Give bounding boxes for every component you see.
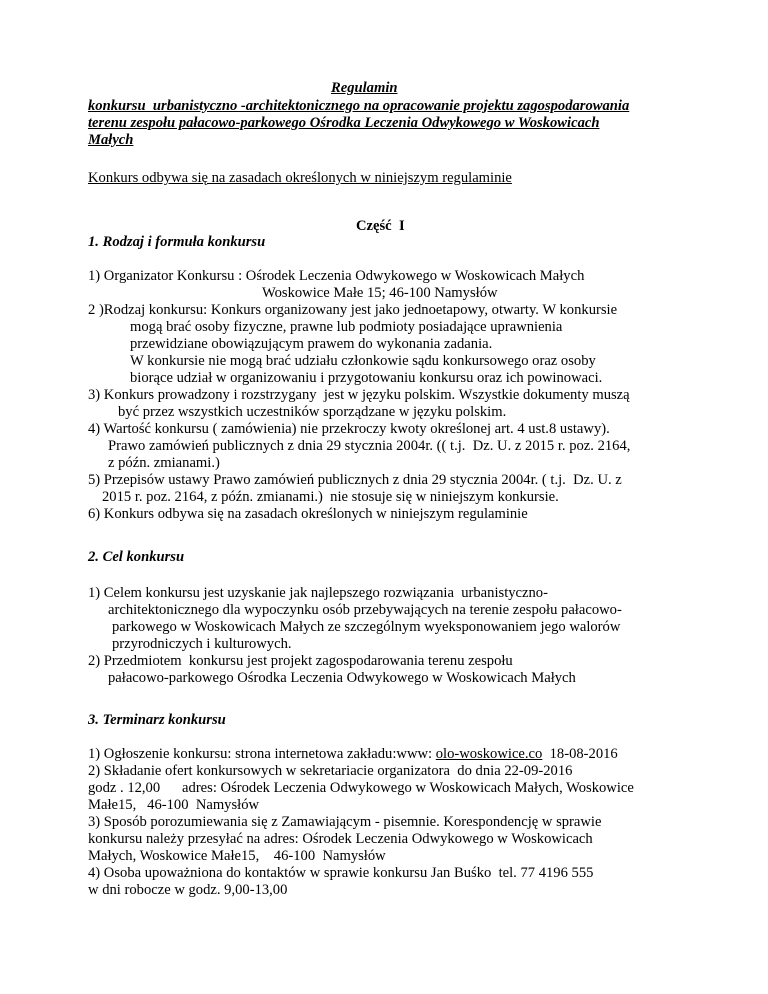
section-heading: 3. Terminarz konkursu — [88, 712, 226, 728]
list-item: mogą brać osoby fizyczne, prawne lub podmioty posiadające uprawnienia — [130, 319, 563, 335]
list-item: przewidziane obowiązującym prawem do wykonania zadania. — [130, 336, 493, 352]
document-title: Regulamin — [331, 80, 398, 96]
list-item: 3) Sposób porozumiewania się z Zamawiającym - pisemnie. Korespondencję w sprawie — [88, 814, 602, 830]
list-item: biorące udział w organizowaniu i przygotowaniu konkursu oraz ich powinowaci. — [130, 370, 603, 386]
list-item: 4) Osoba upoważniona do kontaktów w sprawie konkursu Jan Buśko tel. 77 4196 555 — [88, 865, 594, 881]
list-item: 1) Organizator Konkursu : Ośrodek Leczenia Odwykowego w Woskowicach Małych — [88, 268, 585, 284]
list-item: pałacowo-parkowego Ośrodka Leczenia Odwykowego w Woskowicach Małych — [108, 670, 576, 686]
list-item: 2) Przedmiotem konkursu jest projekt zagospodarowania terenu zespołu — [88, 653, 513, 669]
list-item: Małe15, 46-100 Namysłów — [88, 797, 260, 813]
list-item: 5) Przepisów ustawy Prawo zamówień publicznych z dnia 29 stycznia 2004r. ( t.j. Dz. U. z — [88, 472, 622, 488]
intro-text: Konkurs odbywa się na zasadach określonych w niniejszym regulaminie — [88, 170, 512, 186]
list-item — [88, 746, 618, 763]
list-item: 2 )Rodzaj konkursu: Konkurs organizowany jest jako jednoetapowy, otwarty. W konkursie — [88, 302, 618, 318]
list-item: godz . 12,00 adres: Ośrodek Leczenia Odwykowego w Woskowicach Małych, Woskowice — [88, 780, 634, 796]
list-item: Prawo zamówień publicznych z dnia 29 stycznia 2004r. (( t.j. Dz. U. z 2015 r. poz. 2164, — [108, 438, 631, 454]
list-item: przyrodniczych i kulturowych. — [112, 636, 292, 652]
list-item: 1) Celem konkursu jest uzyskanie jak najlepszego rozwiązania urbanistyczno- — [88, 585, 548, 601]
list-item: w dni robocze w godz. 9,00-13,00 — [88, 882, 288, 898]
list-item: 3) Konkurs prowadzony i rozstrzygany jest w języku polskim. Wszystkie dokumenty muszą — [88, 387, 630, 403]
list-item: 2) Składanie ofert konkursowych w sekretariacie organizatora do dnia 22-09-2016 — [88, 763, 573, 779]
section-heading: 2. Cel konkursu — [88, 549, 185, 565]
website-link[interactable]: olo-woskowice.co — [435, 746, 543, 762]
list-item-text: 18-08-2016 — [542, 746, 618, 762]
document-subtitle-line: Małych — [88, 132, 134, 148]
list-item: Małych, Woskowice Małe15, 46-100 Namysłów — [88, 848, 386, 864]
list-item: konkursu należy przesyłać na adres: Ośrodek Leczenia Odwykowego w Woskowicach — [88, 831, 593, 847]
list-item: architektonicznego dla wypoczynku osób przebywających na terenie zespołu pałacowo- — [108, 602, 622, 618]
list-item: W konkursie nie mogą brać udziału członkowie sądu konkursowego oraz osoby — [130, 353, 596, 369]
section-heading: 1. Rodzaj i formuła konkursu — [88, 234, 266, 250]
document-subtitle-line: terenu zespołu pałacowo-parkowego Ośrodka Leczenia Odwykowego w Woskowicach — [88, 115, 600, 131]
list-item: parkowego w Woskowicach Małych ze szczególnym wyeksponowaniem jego walorów — [112, 619, 621, 635]
document-subtitle-line: konkursu urbanistyczno -architektonicznego na opracowanie projektu zagospodarowania — [88, 98, 630, 114]
list-item: 4) Wartość konkursu ( zamówienia) nie przekroczy kwoty określonej art. 4 ust.8 ustawy). — [88, 421, 610, 437]
list-item: Woskowice Małe 15; 46-100 Namysłów — [262, 285, 498, 301]
list-item: 2015 r. poz. 2164, z późn. zmianami.) nie stosuje się w niniejszym konkursie. — [102, 489, 559, 505]
list-item: 6) Konkurs odbywa się na zasadach określonych w niniejszym regulaminie — [88, 506, 528, 522]
list-item: z późn. zmianami.) — [108, 455, 220, 471]
list-item-text: 1) Ogłoszenie konkursu: strona internetowa zakładu:www: — [88, 746, 436, 762]
list-item: być przez wszystkich uczestników sporządzane w języku polskim. — [118, 404, 507, 420]
part-heading: Część I — [356, 218, 405, 234]
